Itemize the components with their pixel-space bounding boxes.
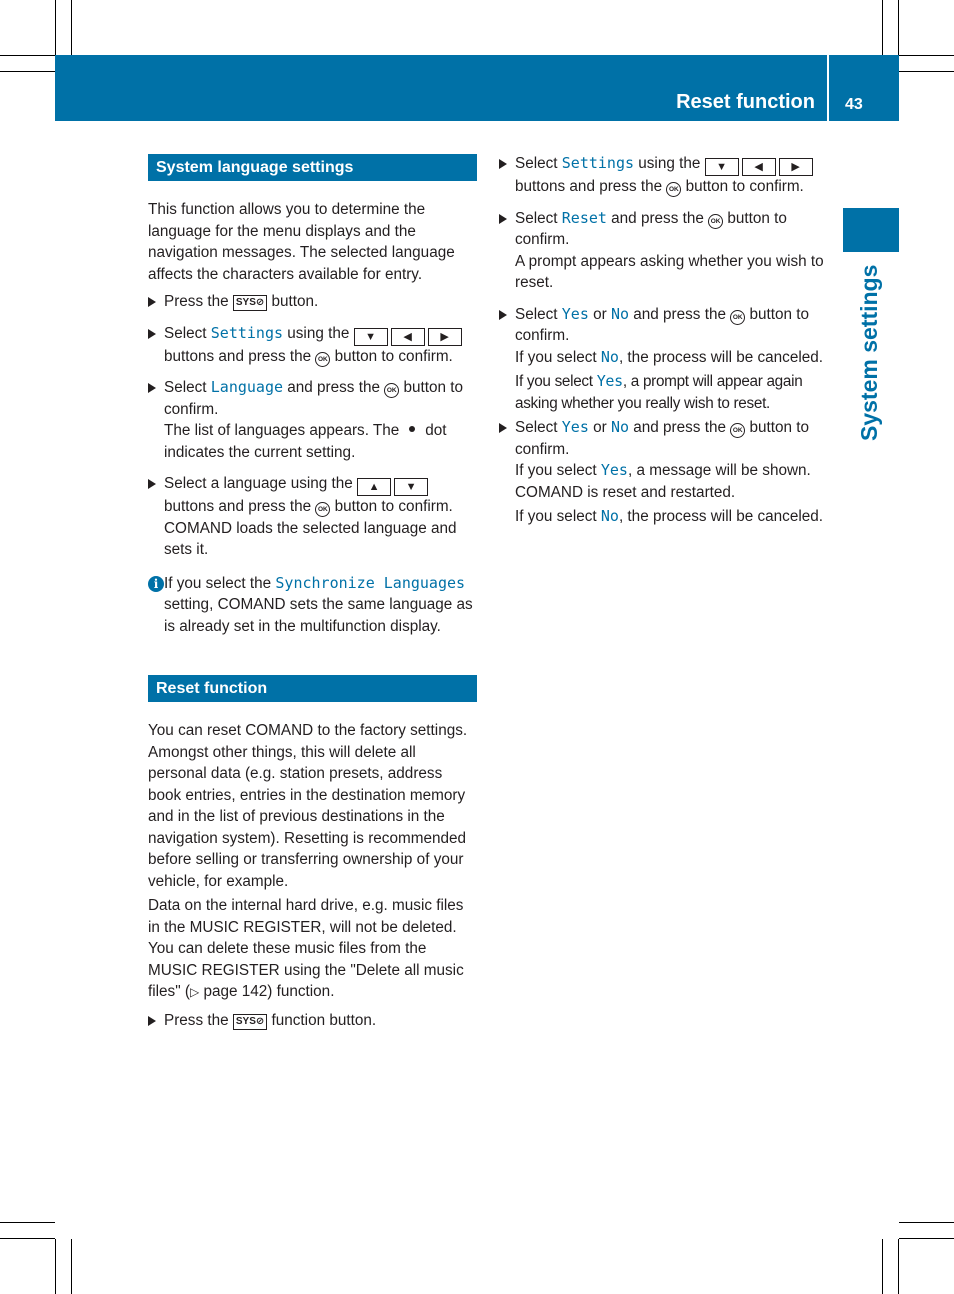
- step-note: If you select No, the process will be canceled.: [515, 507, 824, 525]
- step: Select Settings using the ▼ ◀ ▶ buttons and press the OK button to confirm.: [499, 153, 830, 198]
- step: Select Settings using the ▼ ◀ ▶ buttons and press the OK button to confirm.: [148, 323, 477, 368]
- option-yes: Yes: [561, 418, 589, 436]
- crop-mark: [899, 1222, 954, 1223]
- crop-mark: [882, 1239, 883, 1294]
- step-arrow-icon: [499, 159, 507, 169]
- ok-button-icon: OK: [384, 383, 399, 398]
- step: Select Reset and press the OK button to confirm. A prompt appears asking whether you wish to reset.: [499, 208, 830, 294]
- ok-button-icon: OK: [730, 310, 745, 325]
- step: Select Yes or No and press the OK button to confirm. If you select Yes, a message will be shown. COMAND is reset and restarted.: [499, 417, 830, 503]
- step: Press the SYS⊘ button.: [148, 291, 477, 313]
- sys-button-icon: SYS⊘: [233, 295, 267, 311]
- option-no: No: [610, 418, 630, 436]
- crop-mark: [0, 1238, 55, 1239]
- side-tab: [843, 208, 899, 252]
- header-section-title: Reset function: [676, 91, 815, 113]
- crop-mark: [55, 0, 56, 55]
- current-setting-dot-icon: [409, 426, 415, 432]
- ok-button-icon: OK: [708, 214, 723, 229]
- crop-mark: [71, 0, 72, 55]
- menu-item-settings: Settings: [561, 154, 635, 172]
- crop-mark: [0, 71, 55, 72]
- left-button-icon: ◀: [742, 158, 776, 176]
- menu-item-language: Language: [210, 378, 284, 396]
- step-arrow-icon: [148, 1016, 156, 1026]
- step-arrow-icon: [148, 479, 156, 489]
- crop-mark: [0, 1222, 55, 1223]
- crop-mark: [71, 1239, 72, 1294]
- crop-mark: [899, 71, 954, 72]
- menu-item-synchronize-languages: Synchronize Languages: [275, 573, 466, 592]
- page-reference-icon: ▷: [189, 985, 200, 999]
- step-arrow-icon: [499, 214, 507, 224]
- right-button-icon: ▶: [428, 328, 462, 346]
- step-arrow-icon: [148, 297, 156, 307]
- menu-item-settings: Settings: [210, 323, 284, 342]
- down-button-icon: ▼: [394, 478, 428, 496]
- crop-mark: [898, 0, 899, 55]
- side-chapter-label: System settings: [856, 264, 882, 441]
- down-button-icon: ▼: [705, 158, 739, 176]
- left-column: [148, 154, 477, 1031]
- step: Select Yes or No and press the OK button to confirm. If you select No, the process will be canceled.: [499, 304, 830, 369]
- crop-mark: [55, 1239, 56, 1294]
- step-arrow-icon: [148, 329, 156, 339]
- right-column: [499, 153, 830, 528]
- crop-mark: [898, 1239, 899, 1294]
- page-number: 43: [845, 96, 863, 113]
- up-button-icon: ▲: [357, 478, 391, 496]
- section-heading-reset: Reset function: [148, 675, 477, 702]
- crop-mark: [899, 55, 954, 56]
- crop-mark: [882, 0, 883, 55]
- paragraph: Data on the internal hard drive, e.g. music files in the MUSIC REGISTER, will not be deleted. You can delete these music files from the MUSIC REGISTER using the "Delete all music files" (▷ page 142) function.: [148, 897, 464, 1000]
- menu-item-reset: Reset: [561, 208, 607, 227]
- left-button-icon: ◀: [391, 328, 425, 346]
- ok-button-icon: OK: [666, 182, 681, 197]
- crop-mark: [899, 1238, 954, 1239]
- option-no: No: [600, 507, 619, 525]
- ok-button-icon: OK: [730, 423, 745, 438]
- info-icon: i: [148, 576, 164, 592]
- paragraph: This function allows you to determine the language for the menu displays and the navigation messages. The selected language affects the characters available for entry.: [148, 201, 455, 283]
- ok-button-icon: OK: [315, 352, 330, 367]
- option-no: No: [610, 304, 630, 323]
- header-bar: [55, 55, 899, 121]
- sys-button-icon: SYS⊘: [233, 1014, 267, 1030]
- step: Select a language using the ▲ ▼ buttons and press the OK button to confirm. COMAND loads the selected language and sets it.: [148, 473, 477, 561]
- section-heading-language: System language settings: [148, 154, 477, 181]
- option-yes: Yes: [600, 461, 628, 479]
- step: Select Language and press the OK button to confirm. The list of languages appears. The dot indicates the current setting.: [148, 377, 477, 463]
- option-yes: Yes: [596, 372, 623, 390]
- crop-mark: [0, 55, 55, 56]
- step-arrow-icon: [499, 423, 507, 433]
- step-note: If you select Yes, a prompt will appear again asking whether you really wish to reset.: [515, 372, 803, 412]
- info-note: i If you select the Synchronize Languages setting, COMAND sets the same language as is already set in the multifunction display.: [148, 573, 477, 638]
- step-arrow-icon: [499, 310, 507, 320]
- down-button-icon: ▼: [354, 328, 388, 346]
- option-no: No: [600, 347, 619, 366]
- right-button-icon: ▶: [779, 158, 813, 176]
- paragraph: You can reset COMAND to the factory settings. Amongst other things, this will delete all personal data (e.g. station presets, address book entries, entries in the destination memory and in the list of previous destinations in the navigation system). Resetting is recommended before selling or transferring ownership of your vehicle, for example.: [148, 722, 468, 890]
- step: Press the SYS⊘ function button.: [148, 1010, 477, 1032]
- step-arrow-icon: [148, 383, 156, 393]
- header-divider: [827, 55, 829, 121]
- ok-button-icon: OK: [315, 502, 330, 517]
- option-yes: Yes: [561, 304, 589, 323]
